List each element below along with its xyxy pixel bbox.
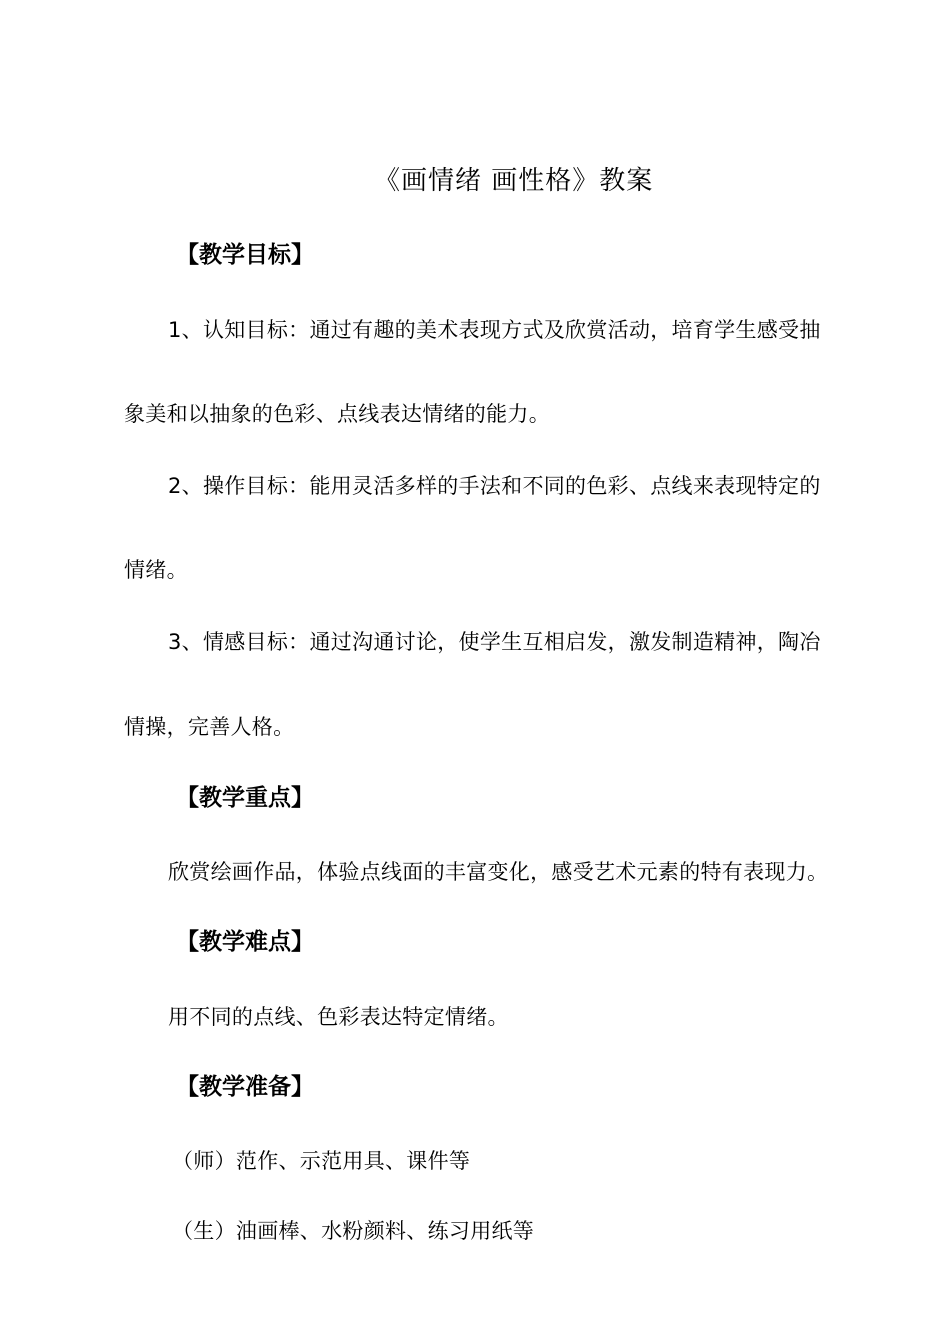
preparation-teacher: （师）范作、示范用具、课件等 xyxy=(172,1149,471,1173)
document-title: 《画情绪 画性格》教案 xyxy=(374,166,654,196)
objective-1-line-2: 象美和以抽象的色彩、点线表达情绪的能力。 xyxy=(124,402,550,426)
heading-difficulties: 【教学难点】 xyxy=(176,929,314,955)
objective-2-line-2: 情绪。 xyxy=(124,558,188,582)
objective-3-line-1: 3、情感目标：通过沟通讨论，使学生互相启发，激发制造精神，陶冶 xyxy=(168,630,821,654)
difficulties-text: 用不同的点线、色彩表达特定情绪。 xyxy=(168,1005,509,1029)
key-points-text: 欣赏绘画作品，体验点线面的丰富变化，感受艺术元素的特有表现力。 xyxy=(168,860,829,884)
preparation-student: （生）油画棒、水粉颜料、练习用纸等 xyxy=(172,1219,535,1243)
heading-objectives: 【教学目标】 xyxy=(176,242,314,268)
objective-1-line-1: 1、认知目标：通过有趣的美术表现方式及欣赏活动，培育学生感受抽 xyxy=(168,318,821,342)
objective-3-line-2: 情操，完善人格。 xyxy=(124,715,295,739)
heading-key-points: 【教学重点】 xyxy=(176,785,314,811)
objective-2-line-1: 2、操作目标：能用灵活多样的手法和不同的色彩、点线来表现特定的 xyxy=(168,474,821,498)
heading-preparation: 【教学准备】 xyxy=(176,1074,314,1100)
